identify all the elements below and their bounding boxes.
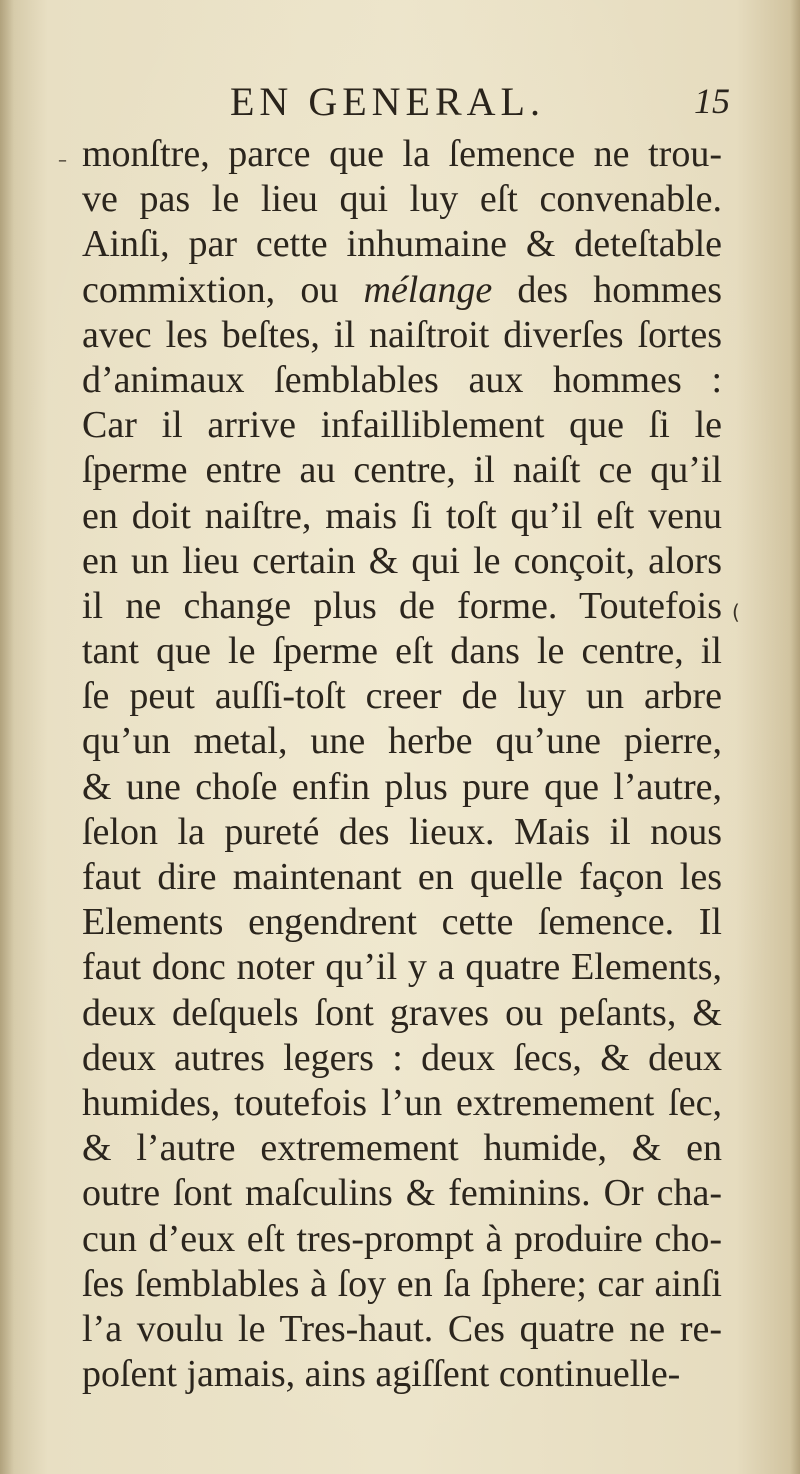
text-line: & une choſe enfin plus pure que l’autre, [82,765,722,808]
text-line: en doit naiſtre, mais ſi toſt qu’il eſt venu [82,494,722,537]
text-line: tant que le ſperme eſt dans le centre, il [82,630,722,673]
text-line: deux deſquels ſont graves ou peſants, & [82,991,722,1034]
text-line: ſe peut auſſi-toſt creer de luy un arbre [82,675,722,718]
text-line: poſent jamais, ains agiſſent continuelle- [82,1353,681,1396]
text-line: ſelon la pureté des lieux. Mais il nous [82,810,722,853]
text-line: ſes ſemblables à ſoy en ſa ſphere; car ainſi [82,1262,722,1305]
text-line: deux autres legers : deux ſecs, & deux [82,1036,722,1079]
body-text [82,132,722,1397]
text-line: commixtion, ou mélange des hommes [82,268,722,311]
page-header [80,78,730,128]
text-line: il ne change plus de forme. Toutefois [82,584,722,627]
text-line: en un lieu certain & qui le conçoit, alors [82,539,722,582]
margin-mark-right: ( [732,600,740,624]
margin-mark-left: – [58,150,67,171]
text-line: avec les beſtes, il naiſtroit diverſes ſortes [82,313,722,356]
text-line: faut dire maintenant en quelle façon les [82,856,722,898]
text-line: qu’un metal, une herbe qu’une pierre, [82,720,722,763]
text-line: & l’autre extremement humide, & en [82,1127,722,1170]
text-line: ſperme entre au centre, il naiſt ce qu’il [82,449,722,492]
text-line: humides, toutefois l’un extremement ſec, [82,1081,722,1124]
italic-word: mélange [363,268,493,311]
text-line: faut donc noter qu’il y a quatre Elements, [82,946,722,989]
text-line: cun d’eux eſt tres-prompt à produire cho- [82,1217,722,1260]
text-line: Car il arrive infailliblement que ſi le [82,404,722,447]
text-line: outre ſont maſculins & feminins. Or cha- [82,1172,722,1215]
text-line: Ainſi, par cette inhumaine & deteſtable [82,223,722,266]
text-line: l’a voulu le Tres-haut. Ces quatre ne re- [82,1307,722,1350]
text-line: ve pas le lieu qui luy eſt convenable. [82,178,722,221]
text-line: Elements engendrent cette ſemence. Il [82,901,722,944]
text-line: monſtre, parce que la ſemence ne trou- [82,133,722,175]
page-number: 15 [694,81,730,121]
running-title: EN GENERAL. [230,79,545,124]
text-line: d’animaux ſemblables aux hommes : [82,358,722,401]
